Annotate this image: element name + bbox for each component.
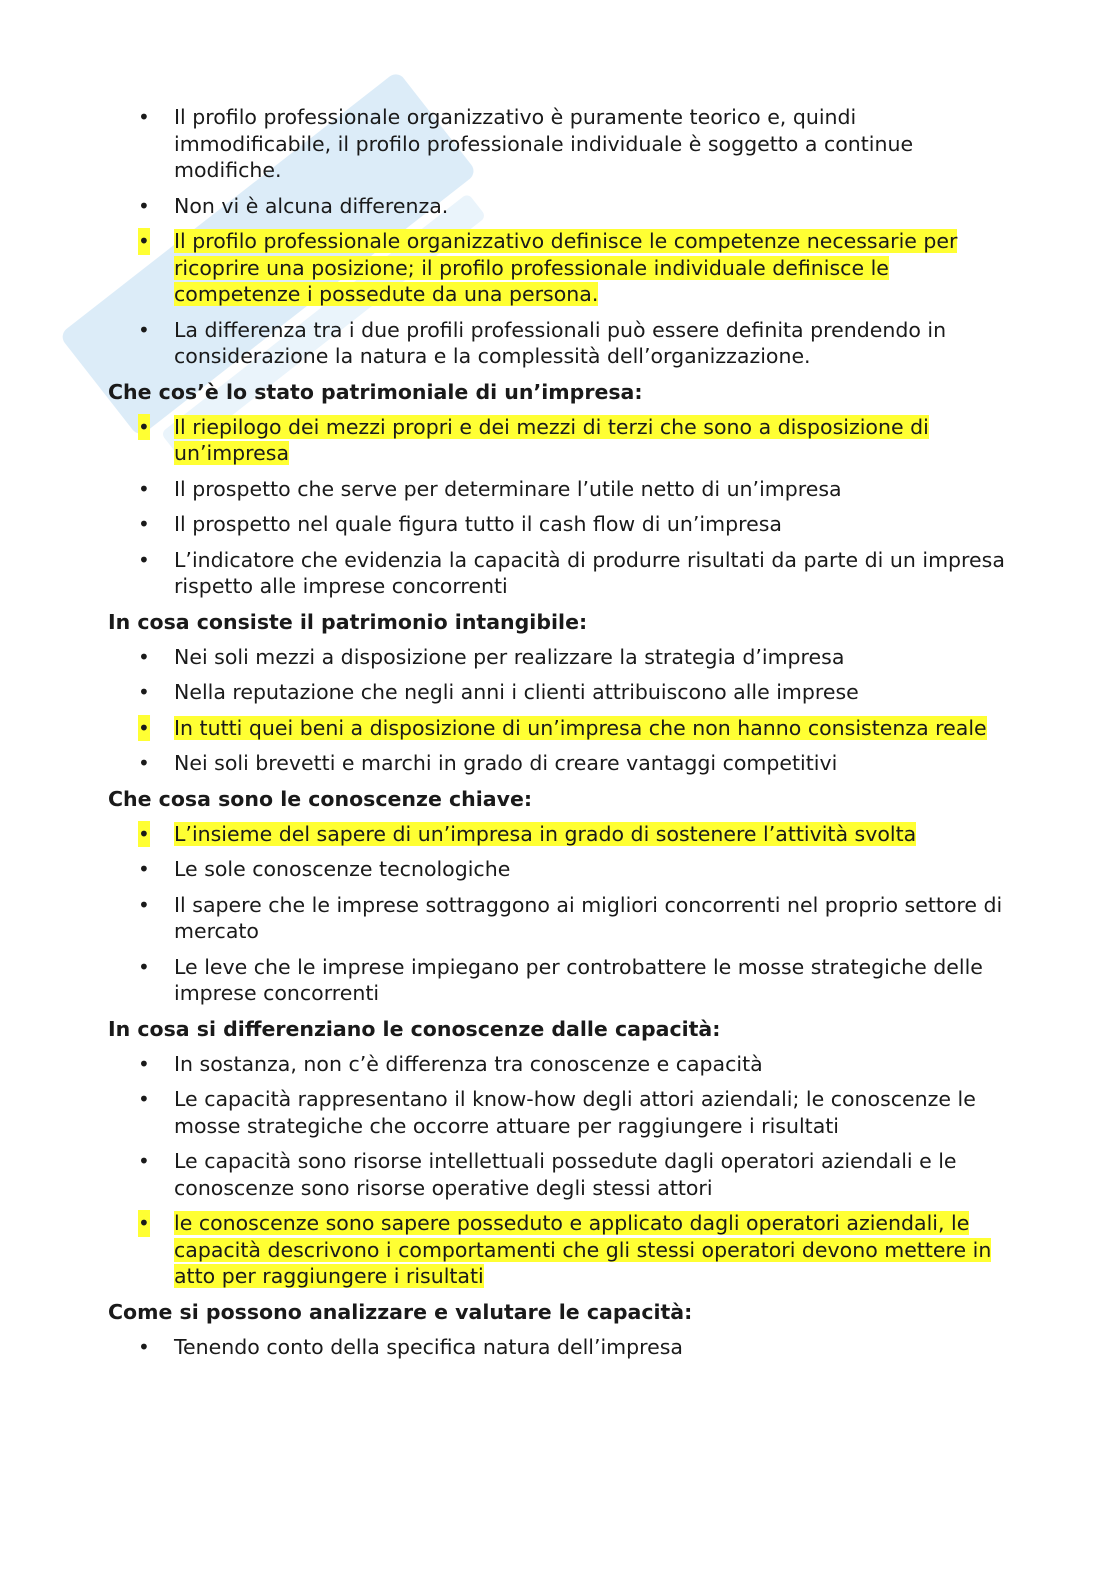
bullet-icon: • bbox=[138, 680, 150, 704]
answer-text: Non vi è alcuna differenza. bbox=[174, 193, 449, 218]
bullet-icon: • bbox=[138, 547, 150, 572]
answer-option bbox=[108, 644, 1008, 671]
answer-text: Il profilo professionale organizzativo definisce le competenze necessarie per ricoprire una posizione; il profilo professionale individuale definisce le competenze i possedute da una persona. bbox=[174, 229, 958, 306]
question-heading: Che cosa sono le conoscenze chiave: bbox=[108, 786, 533, 811]
bullet-icon: • bbox=[138, 954, 150, 979]
question-heading: In cosa si differenziano le conoscenze dalle capacità: bbox=[108, 1016, 721, 1041]
question-section bbox=[108, 379, 1008, 600]
bullet-icon: • bbox=[138, 512, 150, 536]
answer-text: Il prospetto nel quale figura tutto il cash flow di un’impresa bbox=[174, 512, 782, 536]
document-page bbox=[108, 104, 1008, 1369]
answer-option bbox=[108, 1051, 1008, 1078]
answer-list bbox=[108, 104, 1008, 370]
bullet-icon: • bbox=[138, 229, 150, 253]
bullet-icon: • bbox=[138, 715, 150, 740]
answer-text: Le capacità rappresentano il know-how degli attori aziendali; le conoscenze le mosse strategiche che occorre attuare per raggiungere i risultati bbox=[174, 1087, 976, 1138]
answer-option bbox=[108, 954, 1008, 1007]
bullet-icon: • bbox=[138, 1087, 150, 1111]
bullet-icon: • bbox=[138, 1334, 150, 1359]
answer-option bbox=[108, 856, 1008, 883]
bullet-icon: • bbox=[138, 644, 150, 669]
answer-option bbox=[108, 193, 1008, 220]
question-section bbox=[108, 786, 1008, 1007]
answer-text: Le capacità sono risorse intellettuali possedute dagli operatori aziendali e le conoscenze sono risorse operative degli stessi attori bbox=[174, 1149, 957, 1200]
answer-list bbox=[108, 1051, 1008, 1290]
question-heading: Come si possono analizzare e valutare le capacità: bbox=[108, 1299, 693, 1324]
answer-text: Nei soli brevetti e marchi in grado di creare vantaggi competitivi bbox=[174, 751, 838, 775]
answer-option bbox=[108, 317, 1008, 370]
answer-option bbox=[108, 104, 1008, 184]
answer-option-highlighted bbox=[108, 228, 1008, 308]
bullet-icon: • bbox=[138, 193, 150, 218]
question-section bbox=[108, 1016, 1008, 1290]
answer-option-highlighted bbox=[108, 1210, 1008, 1290]
answer-option bbox=[108, 1148, 1008, 1201]
question-section bbox=[108, 609, 1008, 777]
bullet-icon: • bbox=[138, 751, 150, 775]
bullet-icon: • bbox=[138, 821, 150, 846]
answer-text: L’indicatore che evidenzia la capacità di produrre risultati da parte di un impresa rispetto alle imprese concorrenti bbox=[174, 547, 1005, 598]
answer-list bbox=[108, 644, 1008, 777]
bullet-icon: • bbox=[138, 476, 150, 501]
answer-text: le conoscenze sono sapere posseduto e applicato dagli operatori aziendali, le capacità descrivono i comportamenti che gli stessi operatori devono mettere in atto per raggiungere i risultati bbox=[174, 1211, 992, 1288]
bullet-icon: • bbox=[138, 1149, 150, 1173]
answer-list bbox=[108, 414, 1008, 600]
answer-text: Il riepilogo dei mezzi propri e dei mezzi di terzi che sono a disposizione di un’impresa bbox=[174, 414, 929, 465]
answer-option bbox=[108, 892, 1008, 945]
answer-text: In tutti quei beni a disposizione di un’impresa che non hanno consistenza reale bbox=[174, 715, 987, 740]
bullet-icon: • bbox=[138, 892, 150, 917]
question-sections bbox=[108, 379, 1008, 1361]
bullet-icon: • bbox=[138, 857, 150, 881]
answer-text: Nei soli mezzi a disposizione per realizzare la strategia d’impresa bbox=[174, 644, 845, 669]
answer-option bbox=[108, 679, 1008, 706]
question-section bbox=[108, 1299, 1008, 1361]
answer-option bbox=[108, 1086, 1008, 1139]
answer-option bbox=[108, 1334, 1008, 1361]
bullet-icon: • bbox=[138, 414, 150, 439]
answer-option bbox=[108, 476, 1008, 503]
answer-text: L’insieme del sapere di un’impresa in grado di sostenere l’attività svolta bbox=[174, 821, 917, 846]
answer-option bbox=[108, 547, 1008, 600]
bullet-icon: • bbox=[138, 105, 150, 129]
answer-option-highlighted bbox=[108, 821, 1008, 848]
question-heading: In cosa consiste il patrimonio intangibile: bbox=[108, 609, 588, 634]
answer-text: Le leve che le imprese impiegano per controbattere le mosse strategiche delle imprese concorrenti bbox=[174, 954, 983, 1005]
answer-option bbox=[108, 511, 1008, 538]
bullet-icon: • bbox=[138, 1211, 150, 1235]
bullet-icon: • bbox=[138, 317, 150, 342]
answer-text: Tenendo conto della specifica natura dell’impresa bbox=[174, 1334, 683, 1359]
answer-text: Le sole conoscenze tecnologiche bbox=[174, 857, 511, 881]
question-heading: Che cos’è lo stato patrimoniale di un’impresa: bbox=[108, 379, 643, 404]
answer-option-highlighted bbox=[108, 414, 1008, 467]
bullet-icon: • bbox=[138, 1051, 150, 1076]
answer-text: Il prospetto che serve per determinare l’utile netto di un’impresa bbox=[174, 476, 842, 501]
answer-list bbox=[108, 1334, 1008, 1361]
answer-text: Il profilo professionale organizzativo è puramente teorico e, quindi immodificabile, il profilo professionale individuale è soggetto a continue modifiche. bbox=[174, 105, 914, 182]
answer-text: Nella reputazione che negli anni i clienti attribuiscono alle imprese bbox=[174, 680, 859, 704]
answer-list bbox=[108, 821, 1008, 1007]
answer-text: In sostanza, non c’è differenza tra conoscenze e capacità bbox=[174, 1051, 763, 1076]
answer-text: Il sapere che le imprese sottraggono ai migliori concorrenti nel proprio settore di mercato bbox=[174, 892, 1003, 943]
answer-option-highlighted bbox=[108, 715, 1008, 742]
answer-option bbox=[108, 750, 1008, 777]
answer-text: La differenza tra i due profili professionali può essere definita prendendo in considerazione la natura e la complessità dell’organizzazione. bbox=[174, 317, 947, 368]
